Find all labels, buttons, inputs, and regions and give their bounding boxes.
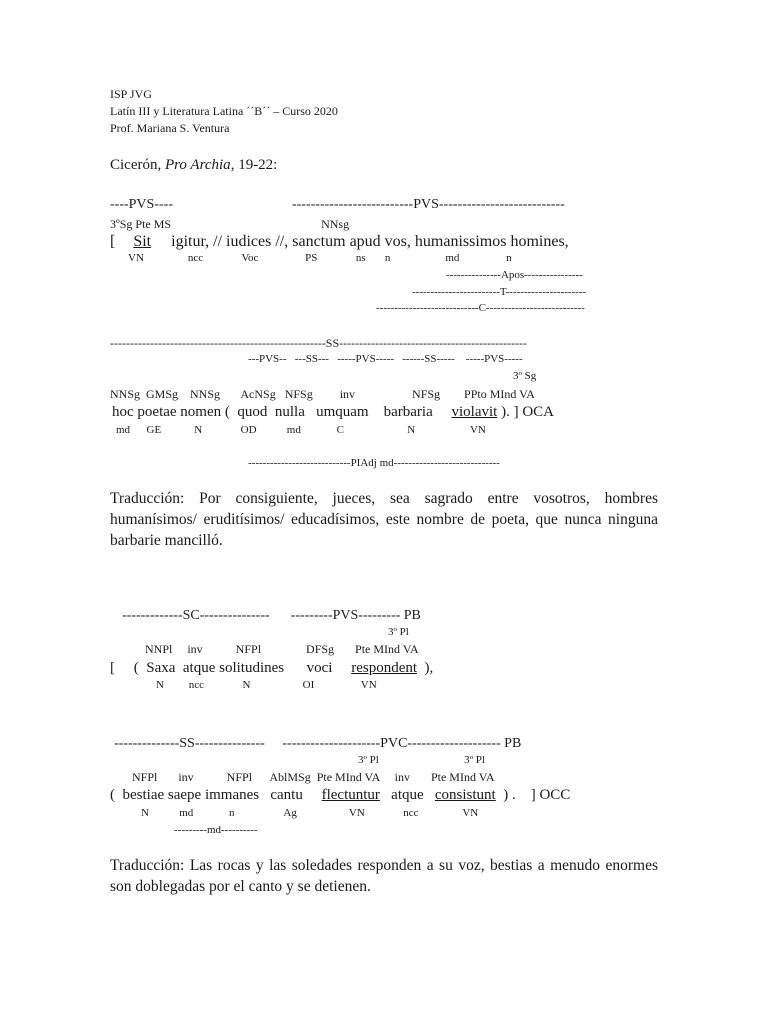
block2-sub-constituents: ---PVS-- ---SS--- -----PVS----- ------SS----- -----PVS-----: [248, 353, 523, 365]
course-title: Latín III y Literatura Latina ´´B´´ – Curso 2020: [110, 104, 338, 118]
block2-latin: [112, 405, 554, 420]
bracket-open: [: [110, 233, 116, 250]
block3-person: 3º Pl: [388, 626, 409, 638]
block4-latin-end: ) . ] OCC: [495, 787, 571, 803]
block2-latin-end: ). ] OCA: [497, 404, 554, 420]
block1-functions: VN ncc Voc PS ns n md n: [128, 252, 512, 264]
block3-latin: [110, 661, 433, 676]
block3-constituents: -------------SC--------------- ---------PVS--------- PB: [122, 608, 421, 623]
main-verb-sit: Sit: [133, 233, 152, 250]
source-author: Cicerón,: [110, 157, 165, 173]
piadj-marker: ----------------------------PIAdj md-----------------------------: [248, 457, 500, 469]
source-title: [110, 158, 277, 173]
block4-morphology: NFPl inv NFPl AblMSg Pte MInd VA inv Pte MInd VA: [132, 770, 495, 784]
block4-latin: [110, 788, 570, 803]
block4-latin-start: ( bestiae saepe immanes cantu: [110, 787, 322, 803]
block2-functions: md GE N OD md C N VN: [116, 424, 486, 436]
source-work: Pro Archia: [164, 157, 231, 173]
block2-morphology: NNSg GMSg NNSg AcNSg NFSg inv NFSg PPto MInd VA: [110, 387, 535, 401]
md-marker: ---------md----------: [174, 824, 258, 836]
main-verb-violavit: violavit: [451, 404, 498, 420]
block4-latin-mid: atque: [379, 787, 435, 803]
block3-functions: N ncc N OI VN: [156, 679, 377, 691]
apposition-marker: ---------------Apos----------------: [446, 269, 583, 281]
block4-functions: N md n Ag VN ncc VN: [141, 807, 479, 819]
c-marker: ----------------------------C---------------------------: [376, 302, 585, 314]
block4-constituents: --------------SS--------------- ---------------------PVC-------------------- PB: [114, 736, 522, 751]
translation-2: Traducción: Las rocas y las soledades responden a su voz, bestias a menudo enormes son doblegadas por el canto y se detienen.: [110, 857, 658, 895]
block1-morphology: 3ºSg Pte MS NNsg: [110, 217, 350, 231]
block3-latin-end: ),: [417, 660, 434, 676]
block3-morphology: NNPl inv NFPl DFSg Pte MInd VA: [145, 642, 419, 656]
block2-person: 3º Sg: [513, 370, 537, 382]
main-verb-flectuntur: flectuntur: [321, 787, 380, 803]
block4-persons: 3º Pl 3º Pl: [358, 754, 485, 766]
block2-latin-start: hoc poetae nomen ( quod nulla umquam barbaria: [112, 404, 452, 420]
professor-name: Prof. Mariana S. Ventura: [110, 121, 230, 135]
block2-ss-line: ------------------------------------------------------SS-----------------------------------------------: [110, 336, 527, 350]
block1-latin-rest: igitur, // iudices //, sanctum apud vos, humanissimos homines,: [171, 233, 569, 250]
institution-name: ISP JVG: [110, 87, 152, 101]
main-verb-respondent: respondent: [351, 660, 418, 676]
translation-1: Traducción: Por consiguiente, jueces, sea sagrado entre vosotros, hombres humanísimos/ eruditísimos/ educadísimos, este nombre de poeta, que nunca ninguna barbarie mancilló.: [110, 490, 658, 549]
block3-latin-start: [ ( Saxa atque solitudines voci: [110, 660, 352, 676]
block1-latin: [110, 234, 569, 250]
t-marker: ------------------------T----------------------: [412, 286, 587, 298]
main-verb-consistunt: consistunt: [434, 787, 496, 803]
source-passage: , 19-22:: [230, 157, 278, 173]
block1-constituents: ----PVS---- --------------------------PVS---------------------------: [110, 197, 565, 212]
